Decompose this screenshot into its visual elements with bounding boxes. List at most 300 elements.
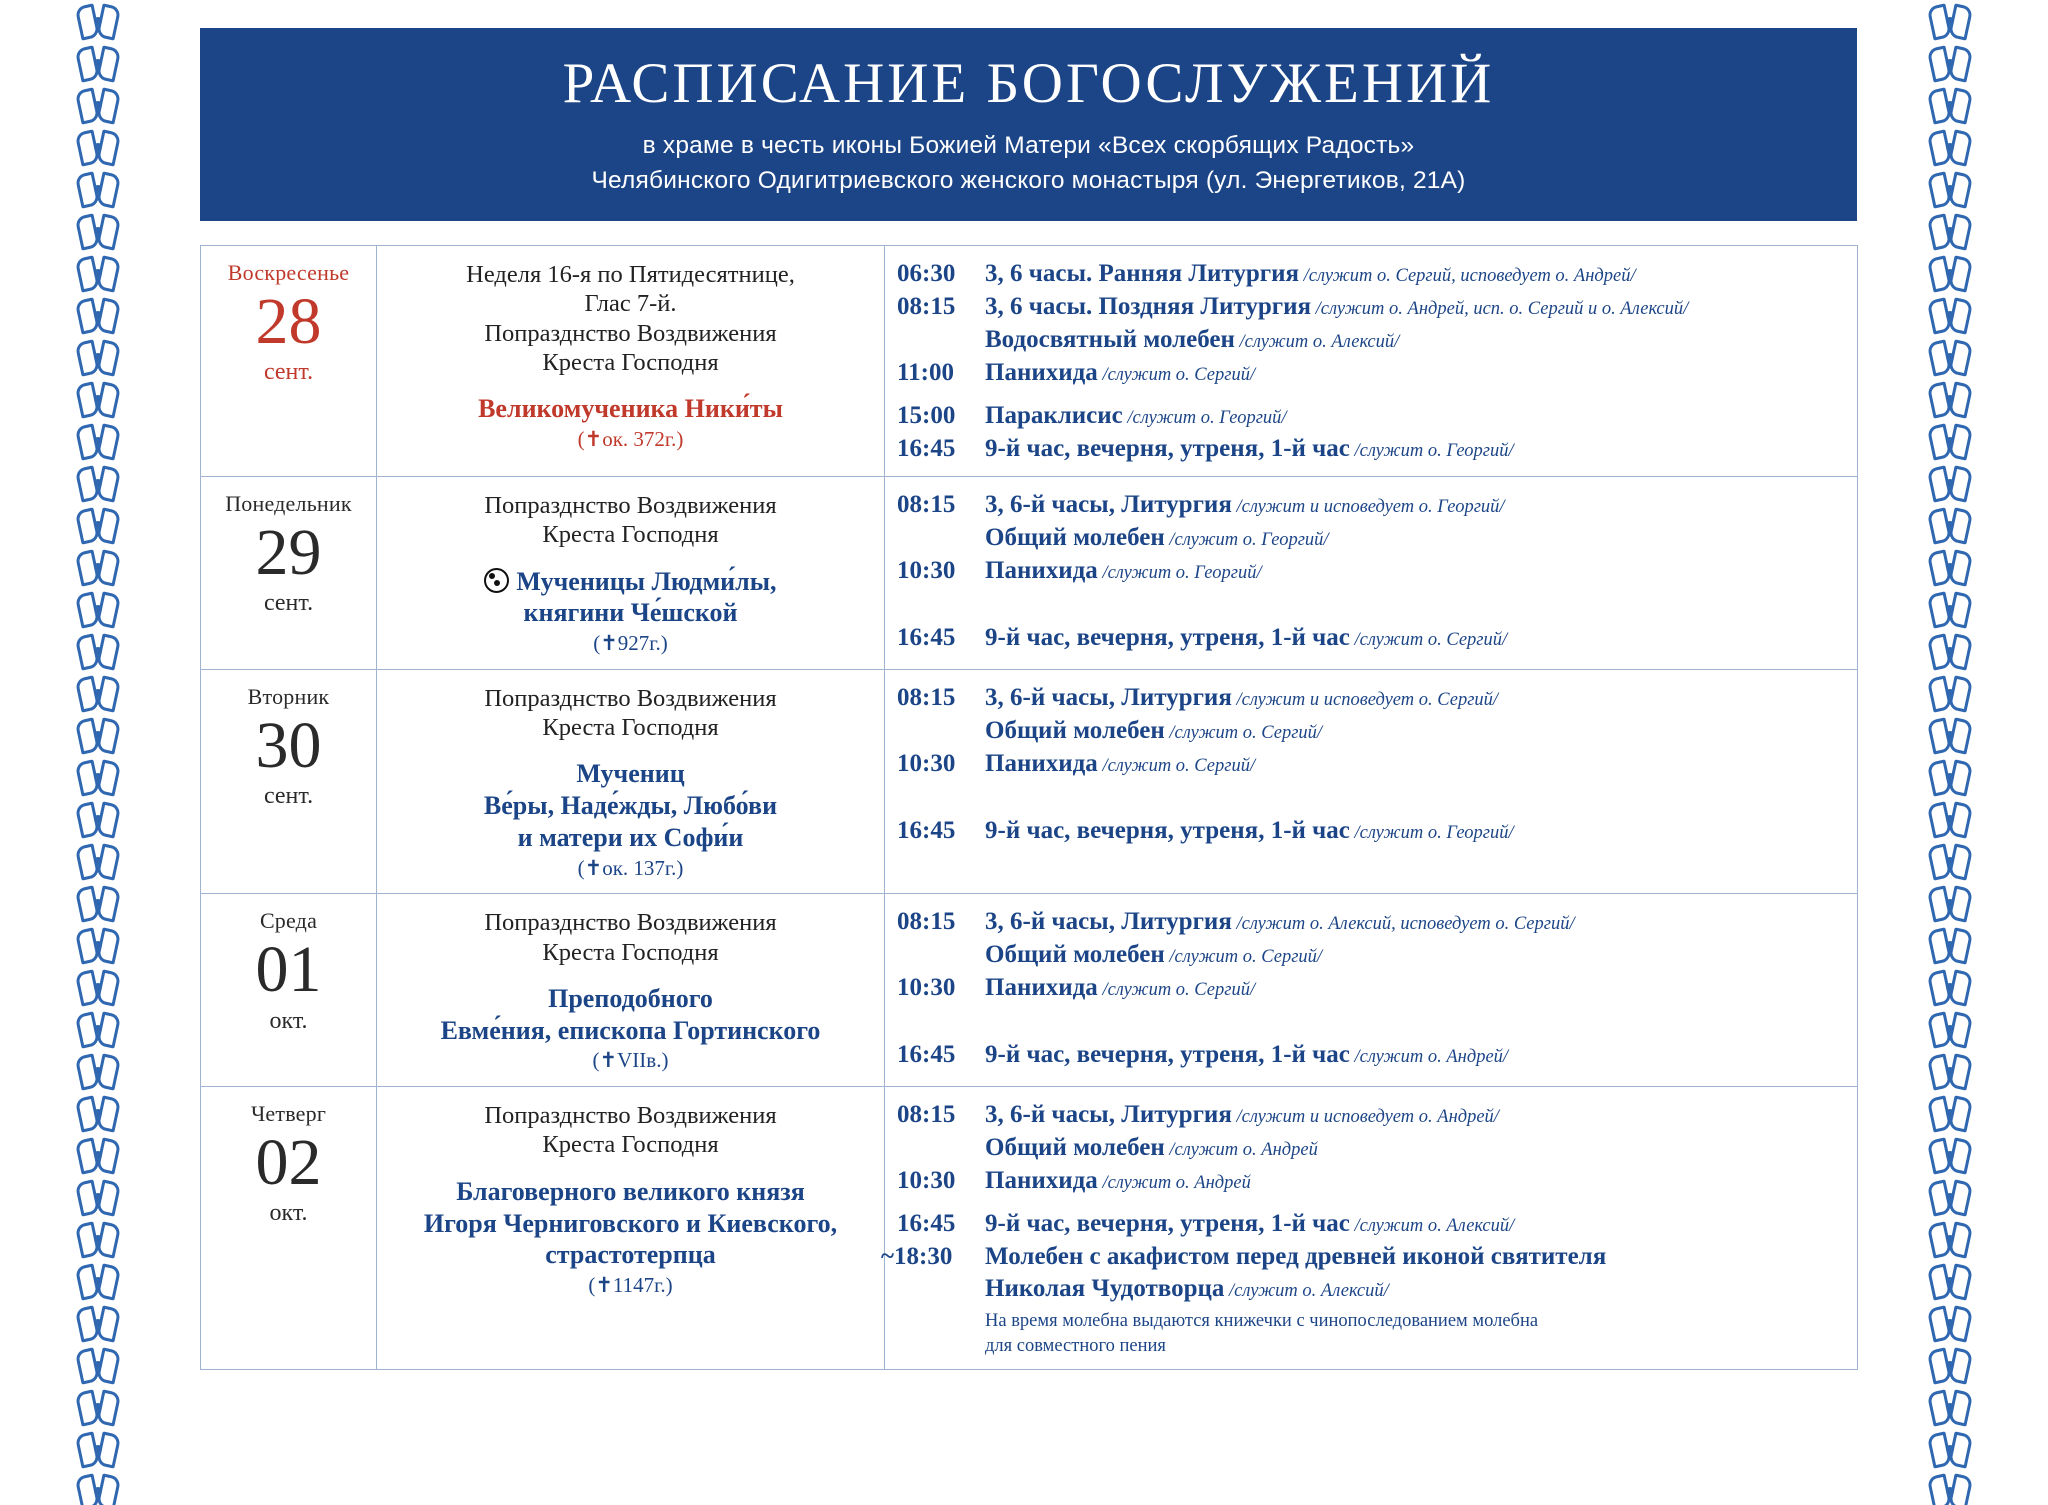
service-name: 9-й час, вечерня, утреня, 1-й час [985, 816, 1350, 844]
ornament-dot-icon [1946, 1319, 1954, 1327]
date-block [201, 894, 376, 1046]
ornament-dot-icon [94, 1193, 102, 1201]
service-clergy-note: /служит о. Сергий/ [1097, 364, 1256, 385]
ornament-motif-icon [1927, 966, 1973, 1010]
table-row [201, 669, 1858, 894]
month-label: сент. [263, 359, 314, 386]
ornament-motif-icon [1927, 1134, 1973, 1178]
service-description [985, 1099, 1499, 1131]
ornament-motif-icon [75, 504, 121, 548]
ornament-motif-icon [75, 420, 121, 464]
ornament-dot-icon [1946, 1277, 1954, 1285]
feast-block [377, 670, 884, 894]
ornament-dot-icon [1946, 395, 1954, 403]
schedule-sheet [200, 28, 1860, 1370]
ornament-dot-icon [94, 1319, 102, 1327]
ornament-dot-icon [94, 647, 102, 655]
service-time: ~18:30 [881, 1243, 953, 1271]
ornament-motif-icon [75, 1218, 121, 1262]
service-row [897, 324, 1843, 356]
service-clergy-note: /служит и исповедует о. Сергий/ [1231, 689, 1499, 710]
service-time: 15:00 [897, 401, 956, 429]
ornament-motif-icon [1927, 840, 1973, 884]
ornament-motif-icon [1927, 1302, 1973, 1346]
service-name: Молебен с акафистом перед древней иконой святителя Николая Чудотворца [985, 1243, 1607, 1303]
ornament-dot-icon [1946, 1025, 1954, 1033]
ornament-motif-icon [1927, 420, 1973, 464]
services-block [885, 477, 1857, 665]
ornament-motif-icon [75, 336, 121, 380]
service-description [985, 682, 1498, 714]
service-clergy-note: /служит о. Андрей, исп. о. Сергий и о. Алексий/ [1311, 298, 1689, 319]
service-clergy-note: /служит о. Сергий, исповедует о. Андрей/ [1299, 265, 1636, 286]
spacer [897, 390, 1843, 400]
page-title: РАСПИСАНИЕ БОГОСЛУЖЕНИЙ [562, 52, 1495, 115]
service-name: 3, 6-й часы, Литургия [985, 908, 1232, 936]
service-clergy-note: /служит и исповедует о. Андрей/ [1231, 1107, 1499, 1128]
ornament-motif-icon [75, 840, 121, 884]
service-row [897, 258, 1843, 290]
service-description [985, 258, 1636, 290]
ornament-motif-icon [75, 252, 121, 296]
ornament-motif-icon [1927, 42, 1973, 86]
service-row [881, 1241, 1843, 1305]
ornament-dot-icon [94, 143, 102, 151]
service-time: 08:15 [897, 683, 956, 711]
service-description [985, 939, 1322, 971]
ornament-dot-icon [1946, 983, 1954, 991]
service-description [985, 1132, 1318, 1164]
ornament-dot-icon [94, 185, 102, 193]
ornament-motif-icon [75, 294, 121, 338]
service-name: 9-й час, вечерня, утреня, 1-й час [985, 434, 1350, 462]
feast-cell [377, 669, 885, 894]
service-clergy-note: /служит о. Сергий/ [1097, 755, 1256, 776]
day-of-week: Воскресенье [227, 259, 350, 285]
service-description [985, 324, 1399, 356]
ornament-motif-icon [1927, 336, 1973, 380]
ornament-dot-icon [1946, 1445, 1954, 1453]
ornament-motif-icon [1927, 1260, 1973, 1304]
service-name: Панихида [985, 1167, 1098, 1195]
ornament-dot-icon [1946, 773, 1954, 781]
ornament-motif-icon [1927, 672, 1973, 716]
services-cell [881, 1087, 1858, 1370]
service-clergy-note: /служит о. Георгий/ [1122, 407, 1287, 428]
ornament-motif-icon [1927, 1218, 1973, 1262]
service-description [985, 1165, 1251, 1197]
ornament-dot-icon [94, 731, 102, 739]
month-label: сент. [263, 783, 314, 810]
service-name: 3, 6 часы. Ранняя Литургия [985, 259, 1300, 287]
feast-primary-text: Великомученика Ники́ты (✝ок. 372г.) [387, 393, 874, 452]
ornament-dot-icon [1946, 1067, 1954, 1075]
service-name: Параклисис [985, 401, 1123, 429]
ornament-dot-icon [94, 773, 102, 781]
date-block [201, 670, 376, 822]
ornament-dot-icon [94, 17, 102, 25]
service-footnote: На время молебна выдаются книжечки с чинопоследованием молебна для совместного пения [985, 1311, 1539, 1357]
service-time: 10:30 [897, 556, 956, 584]
service-row [897, 1132, 1843, 1164]
ornament-dot-icon [1946, 1109, 1954, 1117]
ornament-dot-icon [94, 521, 102, 529]
table-row [201, 245, 1858, 476]
spacer [897, 1005, 1843, 1039]
ornament-dot-icon [1946, 857, 1954, 865]
service-name: Водосвятный молебен [985, 325, 1235, 353]
service-clergy-note: /служит о. Андрей/ [1349, 1047, 1509, 1068]
ornament-motif-icon [75, 1092, 121, 1136]
ornament-motif-icon [75, 1302, 121, 1346]
ornament-motif-icon [1927, 1008, 1973, 1052]
service-row [897, 489, 1843, 521]
feast-block [377, 1087, 884, 1311]
ornament-dot-icon [94, 101, 102, 109]
feast-primary-text: Мучениц Ве́ры, Наде́жды, Любо́ви и матери их Софи́и (✝ок. 137г.) [387, 758, 874, 881]
ornament-motif-icon [1927, 504, 1973, 548]
ornament-dot-icon [94, 899, 102, 907]
service-row [897, 433, 1843, 465]
service-row [897, 1099, 1843, 1131]
service-clergy-note: /служит о. Алексий/ [1234, 331, 1400, 352]
ornament-motif-icon [75, 1134, 121, 1178]
ornament-motif-icon [75, 168, 121, 212]
day-of-week: Среда [259, 908, 318, 934]
ornament-motif-icon [75, 0, 121, 44]
ornament-motif-icon [75, 1176, 121, 1220]
feast-year-note: (✝ок. 372г.) [577, 427, 684, 452]
services-cell [885, 476, 1858, 669]
feast-secondary-text: Попразднство Воздвижения Креста Господня [484, 909, 777, 966]
services-cell [885, 894, 1858, 1087]
service-clergy-note: /служит о. Сергий/ [1097, 980, 1256, 1001]
ornament-motif-icon [75, 1008, 121, 1052]
ornament-motif-icon [1927, 798, 1973, 842]
ornament-dot-icon [94, 311, 102, 319]
ornament-dot-icon [94, 59, 102, 67]
ornament-dot-icon [1946, 1361, 1954, 1369]
service-time: 16:45 [897, 623, 956, 651]
ornament-motif-icon [75, 1470, 121, 1505]
day-of-week: Понедельник [225, 490, 352, 516]
service-name: Общий молебен [985, 1134, 1165, 1162]
service-row [897, 291, 1843, 323]
ornament-motif-icon [75, 546, 121, 590]
ornament-motif-icon [75, 126, 121, 170]
service-clergy-note: /служит о. Георгий/ [1349, 822, 1514, 843]
ornament-dot-icon [94, 353, 102, 361]
ornament-motif-icon [75, 84, 121, 128]
date-block [201, 246, 376, 398]
day-number: 29 [255, 515, 322, 589]
ornament-motif-icon [1927, 0, 1973, 44]
ornament-motif-icon [1927, 252, 1973, 296]
service-description [985, 291, 1688, 323]
feast-cell [377, 476, 885, 669]
ornament-dot-icon [94, 689, 102, 697]
service-name: Панихида [985, 974, 1098, 1002]
service-description [985, 555, 1262, 587]
month-label: сент. [263, 590, 314, 617]
date-cell [201, 245, 377, 476]
service-name: Панихида [985, 358, 1098, 386]
service-description [985, 1208, 1514, 1240]
service-time: 08:15 [897, 292, 956, 320]
service-time: 10:30 [897, 749, 956, 777]
feast-primary-text: Мученицы Людми́лы, княгини Че́шской (✝927г.) [387, 566, 874, 657]
service-name: Панихида [985, 749, 1098, 777]
feast-primary-text: Благоверного великого князя Игоря Черниговского и Киевского, страстотерпца (✝1147г.) [387, 1176, 874, 1299]
service-time: 08:15 [897, 908, 956, 936]
ornament-motif-icon [75, 462, 121, 506]
services-cell [885, 669, 1858, 894]
ornament-motif-icon [75, 966, 121, 1010]
service-description [985, 1039, 1508, 1071]
feast-cell [377, 1087, 885, 1370]
ornament-motif-icon [75, 210, 121, 254]
service-name: Общий молебен [985, 523, 1165, 551]
ornament-dot-icon [94, 1277, 102, 1285]
feast-secondary-text: Попразднство Воздвижения Креста Господня [484, 491, 777, 549]
ornament-dot-icon [94, 395, 102, 403]
ornament-motif-icon [1927, 1470, 1973, 1505]
ornament-dot-icon [1946, 563, 1954, 571]
service-row [897, 972, 1843, 1004]
feast-cell [377, 894, 885, 1087]
ornament-dot-icon [1946, 185, 1954, 193]
ornament-motif-icon [1927, 714, 1973, 758]
feast-secondary-text: Попразднство Воздвижения Креста Господня [484, 684, 777, 742]
service-clergy-note: /служит о. Андрей [1164, 1140, 1318, 1161]
ornament-motif-icon [75, 588, 121, 632]
ornament-dot-icon [94, 605, 102, 613]
date-block [201, 477, 376, 629]
ornament-motif-icon [75, 672, 121, 716]
ornament-dot-icon [1946, 59, 1954, 67]
ornament-dot-icon [1946, 689, 1954, 697]
date-block [201, 1087, 376, 1239]
service-time: 16:45 [897, 1041, 956, 1069]
service-description [985, 748, 1255, 780]
ornament-motif-icon [1927, 168, 1973, 212]
service-clergy-note: /служит о. Георгий/ [1349, 440, 1514, 461]
service-clergy-note: /служит о. Алексий, исповедует о. Сергий/ [1231, 914, 1575, 935]
ornament-motif-icon [1927, 84, 1973, 128]
ornament-dot-icon [1946, 605, 1954, 613]
header-banner [200, 28, 1857, 221]
feast-year-note: (✝927г.) [593, 631, 668, 656]
service-row [897, 522, 1843, 554]
table-row [201, 894, 1858, 1087]
ornament-motif-icon [1927, 588, 1973, 632]
service-name: 3, 6-й часы, Литургия [985, 683, 1232, 711]
month-label: окт. [269, 1200, 308, 1227]
ornament-motif-icon [1927, 210, 1973, 254]
ornament-motif-icon [75, 42, 121, 86]
ornament-dot-icon [1946, 17, 1954, 25]
ornament-motif-icon [1927, 882, 1973, 926]
service-time: 16:45 [897, 434, 956, 462]
service-clergy-note: /служит о. Алексий/ [1349, 1216, 1515, 1237]
services-block [885, 894, 1857, 1082]
service-name: 3, 6-й часы, Литургия [985, 1101, 1232, 1129]
service-clergy-note: /служит о. Сергий/ [1164, 722, 1323, 743]
service-clergy-note: /служит о. Сергий/ [1349, 629, 1508, 650]
ornament-motif-column [72, 0, 124, 1505]
service-time: 10:30 [897, 974, 956, 1002]
ornament-dot-icon [1946, 1487, 1954, 1495]
day-number: 02 [255, 1126, 322, 1200]
service-time: 16:45 [897, 816, 956, 844]
service-row [897, 357, 1843, 389]
services-cell [885, 245, 1858, 476]
ornament-motif-icon [1927, 1344, 1973, 1388]
services-block [885, 670, 1857, 858]
ornament-dot-icon [1946, 101, 1954, 109]
schedule-table [200, 245, 1858, 1370]
ornament-dot-icon [1946, 1193, 1954, 1201]
feast-year-note: (✝VIIв.) [592, 1048, 669, 1073]
ornament-dot-icon [94, 437, 102, 445]
service-name: 9-й час, вечерня, утреня, 1-й час [985, 1210, 1350, 1238]
ornament-motif-icon [1927, 462, 1973, 506]
day-of-week: Четверг [250, 1101, 327, 1127]
ornament-dot-icon [1946, 647, 1954, 655]
service-row [897, 622, 1843, 654]
feast-block [377, 894, 884, 1086]
feast-year-note: (✝1147г.) [588, 1273, 673, 1298]
service-clergy-note: /служит и исповедует о. Георгий/ [1231, 496, 1505, 517]
ornament-dot-icon [94, 1025, 102, 1033]
ornament-motif-icon [75, 1344, 121, 1388]
ornament-dot-icon [1946, 815, 1954, 823]
service-row [897, 400, 1843, 432]
date-cell [201, 894, 377, 1087]
ornament-dot-icon [1946, 899, 1954, 907]
service-name: 9-й час, вечерня, утреня, 1-й час [985, 1041, 1350, 1069]
service-description [985, 1241, 1606, 1305]
service-description [985, 400, 1287, 432]
table-row [201, 1087, 1858, 1370]
feast-year-note: (✝ок. 137г.) [577, 855, 684, 880]
ornament-motif-icon [75, 1050, 121, 1094]
ornament-dot-icon [94, 269, 102, 277]
service-description [985, 815, 1514, 847]
spacer [897, 781, 1843, 815]
service-row [897, 1165, 1843, 1197]
service-description [985, 357, 1255, 389]
feast-block [377, 246, 884, 465]
ornament-motif-icon [75, 882, 121, 926]
service-name: Общий молебен [985, 941, 1165, 969]
ornament-dot-icon [94, 1067, 102, 1075]
ornament-motif-icon [75, 924, 121, 968]
ornament-motif-icon [75, 1428, 121, 1472]
ornament-motif-icon [1927, 126, 1973, 170]
ornament-border-right [1924, 0, 1976, 1505]
feast-cell [377, 245, 885, 476]
service-time: 11:00 [897, 358, 954, 386]
service-time: 08:15 [897, 1101, 956, 1129]
service-name: 3, 6 часы. Поздняя Литургия [985, 292, 1312, 320]
ornament-motif-icon [75, 378, 121, 422]
services-block [881, 1087, 1857, 1369]
ornament-dot-icon [94, 1151, 102, 1159]
ornament-motif-icon [75, 1260, 121, 1304]
service-description [985, 906, 1575, 938]
service-description [985, 622, 1507, 654]
ornament-motif-icon [1927, 546, 1973, 590]
ornament-motif-icon [75, 714, 121, 758]
date-cell [201, 476, 377, 669]
day-of-week: Вторник [247, 683, 330, 709]
service-row [897, 1208, 1843, 1240]
ornament-motif-column [1924, 0, 1976, 1505]
ornament-dot-icon [94, 983, 102, 991]
spacer [897, 1198, 1843, 1208]
table-row [201, 476, 1858, 669]
ornament-dot-icon [94, 1109, 102, 1117]
date-cell [201, 669, 377, 894]
ornament-dot-icon [94, 563, 102, 571]
ornament-dot-icon [1946, 1151, 1954, 1159]
service-clergy-note: /служит о. Сергий/ [1164, 947, 1323, 968]
month-label: окт. [269, 1007, 308, 1034]
ornament-dot-icon [94, 941, 102, 949]
feast-secondary-text: Попразднство Воздвижения Креста Господня [484, 1102, 777, 1159]
ornament-dot-icon [1946, 731, 1954, 739]
ornament-dot-icon [1946, 269, 1954, 277]
day-number: 30 [255, 708, 322, 782]
ornament-motif-icon [1927, 1050, 1973, 1094]
ornament-dot-icon [94, 815, 102, 823]
ornament-dot-icon [1946, 311, 1954, 319]
service-name: Панихида [985, 556, 1098, 584]
ornament-motif-icon [1927, 630, 1973, 674]
feast-secondary-text: Неделя 16-я по Пятидесятнице, Глас 7-й. Попразднство Воздвижения Креста Господня [466, 260, 795, 377]
services-block [885, 246, 1857, 476]
service-time: 06:30 [897, 259, 956, 287]
ornament-dot-icon [1946, 941, 1954, 949]
ornament-motif-icon [1927, 378, 1973, 422]
service-description [985, 522, 1329, 554]
schedule-body [201, 245, 1858, 1369]
service-row [897, 906, 1843, 938]
service-description [985, 489, 1505, 521]
ornament-motif-icon [1927, 1428, 1973, 1472]
date-cell [201, 1087, 377, 1370]
ornament-dot-icon [1946, 479, 1954, 487]
ornament-motif-icon [1927, 756, 1973, 800]
service-name: 9-й час, вечерня, утреня, 1-й час [985, 623, 1350, 651]
ornament-dot-icon [1946, 227, 1954, 235]
ornament-motif-icon [1927, 1386, 1973, 1430]
ornament-dot-icon [94, 1403, 102, 1411]
ornament-dot-icon [94, 1361, 102, 1369]
saint-commemoration-icon [484, 568, 509, 593]
service-time: 16:45 [897, 1210, 956, 1238]
spacer [897, 588, 1843, 622]
ornament-motif-icon [1927, 1092, 1973, 1136]
service-row [897, 682, 1843, 714]
service-clergy-note: /служит о. Алексий/ [1224, 1281, 1389, 1302]
ornament-motif-icon [75, 1386, 121, 1430]
ornament-motif-icon [1927, 294, 1973, 338]
ornament-dot-icon [94, 1235, 102, 1243]
ornament-motif-icon [75, 756, 121, 800]
ornament-dot-icon [94, 227, 102, 235]
